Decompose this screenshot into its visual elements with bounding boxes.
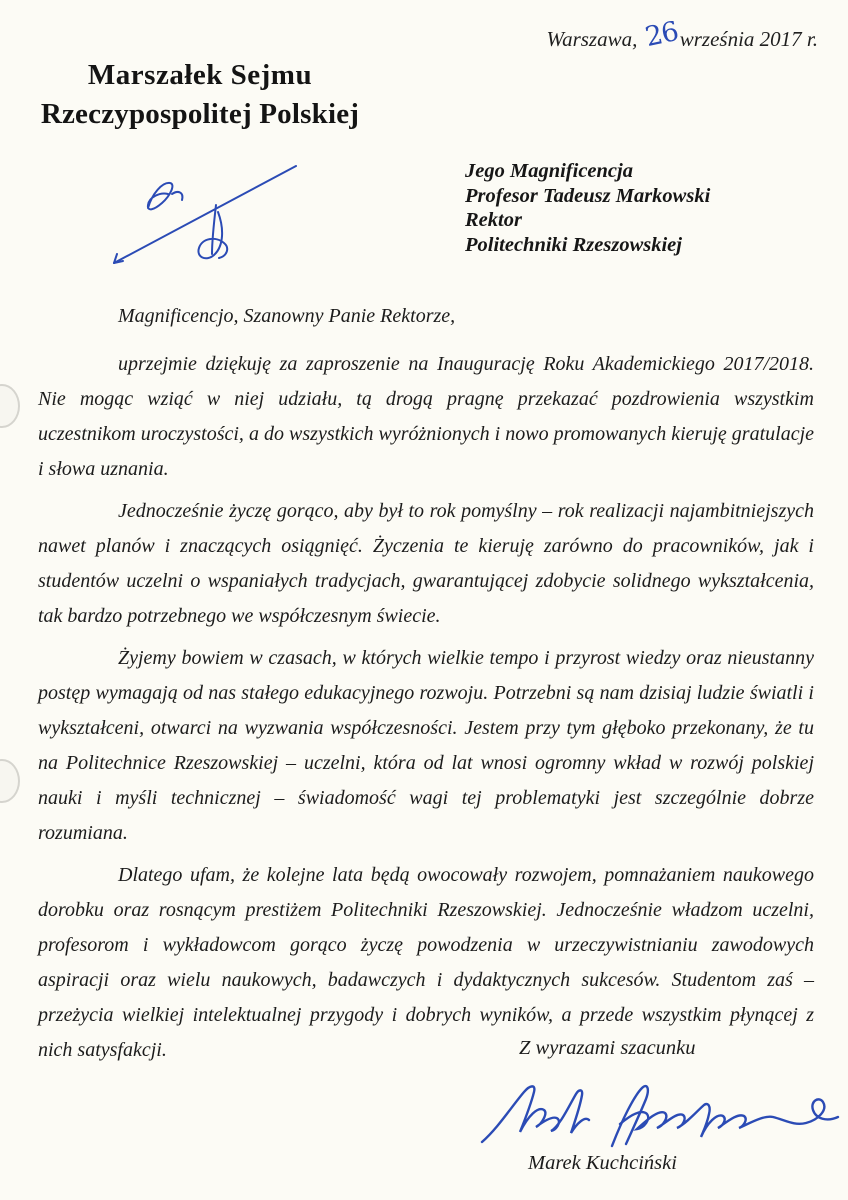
signature-handwriting-icon — [476, 1068, 842, 1156]
salutation: Magnificencjo, Szanowny Panie Rektorze, — [118, 305, 456, 327]
scan-hole-artifact — [0, 759, 20, 803]
paragraph: Jednocześnie życzę gorąco, aby był to rok pomyślny – rok realizacji najambitniejszych nawet planów i znaczących osiągnięć. Życzenia te kieruję zarówno do pracowników, jak i studentów uczelni o wspaniałych tradycjach, gwarantującej zdobycie solidnego wykształcenia, tak bardzo potrzebnego we współczesnym świecie. — [38, 500, 814, 627]
recipient-line: Politechniki Rzeszowskiej — [465, 233, 682, 256]
recipient-line: Jego Magnificencja — [465, 160, 633, 182]
paraph-handwriting-icon — [100, 150, 305, 280]
recipient-line: Profesor Tadeusz Markowski — [465, 184, 711, 207]
recipient-line: Rektor — [465, 209, 522, 231]
date-city: Warszawa, — [546, 27, 638, 51]
scan-hole-artifact — [0, 384, 20, 428]
paragraph: Dlatego ufam, że kolejne lata będą owocowały rozwojem, pomnażaniem naukowego dorobku oraz rosnącym prestiżem Politechniki Rzeszowskiej. Jednocześnie władzom uczelni, profesorom i wykładowcom gorąco życzę powodzenia w urzeczywistnianiu zawodowych aspiracji oraz wielu naukowych, badawczych i dydaktycznych sukcesów. Studentom zaś – przeżycia wielkiej intelektualnej przygody i dobrych wyników, a przede wszystkim płynącej z nich satysfakcji. — [38, 864, 814, 1061]
letterhead — [26, 56, 374, 134]
date-suffix: września 2017 r. — [679, 27, 818, 51]
recipient-block — [465, 159, 710, 257]
signatory-name: Marek Kuchciński — [528, 1152, 677, 1174]
letterhead-line2: Rzeczypospolitej Polskiej — [40, 98, 360, 130]
paragraph: uprzejmie dziękuję za zaproszenie na Inaugurację Roku Akademickiego 2017/2018. Nie mogąc wziąć w niej udziału, tą drogą pragnę przekazać pozdrowienia wszystkim uczestnikom uroczystości, a do wszystkich wyróżnionych i nowo promowanych kieruję gratulacje i słowa uznania. — [38, 353, 814, 480]
letter-body — [38, 299, 814, 1075]
letterhead-line1: Marszałek Sejmu — [87, 59, 313, 91]
date-line — [546, 16, 818, 54]
closing-phrase: Z wyrazami szacunku — [519, 1037, 696, 1059]
handwritten-day: 26 — [642, 16, 681, 54]
paragraph: Żyjemy bowiem w czasach, w których wielkie tempo i przyrost wiedzy oraz nieustanny postęp wymagają od nas stałego edukacyjnego rozwoju. Potrzebni są nam dzisiaj ludzie światli i wykształceni, otwarci na wyzwania współczesności. Jestem przy tym głęboko przekonany, że tu na Politechnice Rzeszowskiej – uczelni, która od lat wnosi ogromny wkład w rozwój polskiej nauki i myśli technicznej – świadomość wagi tej problematyki jest szczególnie dobrze rozumiana. — [38, 647, 814, 844]
